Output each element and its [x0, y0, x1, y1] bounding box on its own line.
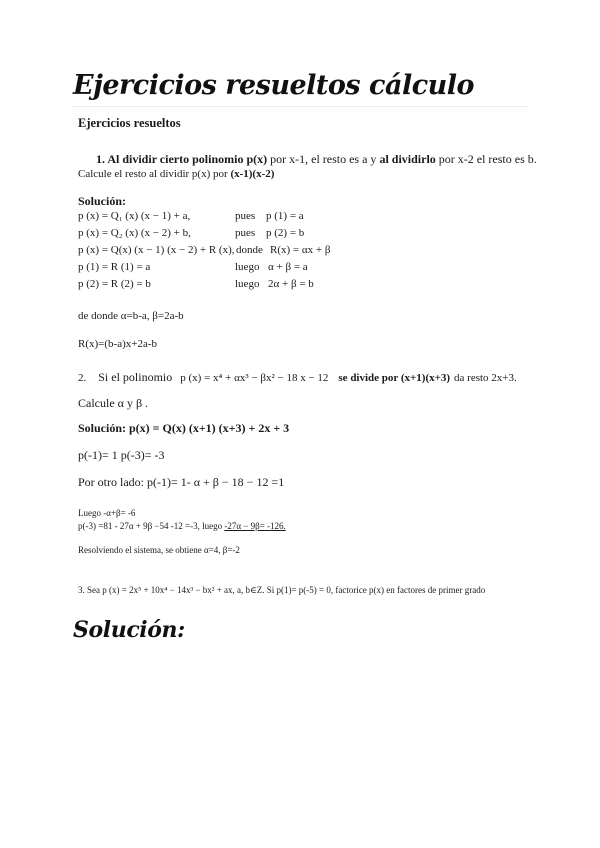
p1-row-4-left: p (2) = R (2) = b: [78, 278, 151, 290]
problem1-bold-c: al dividirlo: [379, 152, 436, 166]
p1-row-4-mid: luego: [235, 278, 260, 290]
solution-heading: Solución:: [73, 617, 185, 643]
problem1-line2-b: (x-1)(x-2): [230, 168, 275, 180]
problem2-resolviendo: Resolviendo el sistema, se obtiene α=4, β=-2: [78, 545, 240, 555]
p1-row-0-mid: pues: [235, 210, 256, 222]
problem2-p3-b: -27α − 9β= -126.: [224, 521, 286, 531]
section-heading: Ejercicios resueltos: [78, 116, 181, 130]
problem2-da-resto: da resto 2x+3.: [454, 372, 517, 384]
problem2-intro: Si el polinomio: [98, 370, 173, 384]
problem1-bold-a: 1. Al dividir cierto polinomio p(x): [96, 152, 268, 166]
p1-row-1-left: p (x) = Q₂ (x) (x − 2) + b,: [78, 227, 191, 239]
p1-row-3-mid: luego: [235, 261, 260, 273]
p1-row-0-right: p (1) = a: [266, 210, 304, 222]
title-divider: [73, 106, 528, 107]
problem1-solution-label: Solución:: [78, 194, 127, 208]
p1-row-3-left: p (1) = R (1) = a: [78, 261, 151, 273]
problem2-calcule: Calcule α y β .: [78, 396, 149, 410]
p1-de-donde: de donde α=b-a, β=2a-b: [78, 310, 184, 322]
p1-row-3-right: α + β = a: [268, 261, 308, 273]
problem2-se-divide: se divide por (x+1)(x+3): [338, 372, 451, 384]
problem1-line2-a: Calcule el resto al dividir p(x) por: [78, 168, 228, 180]
problem1-line2: [78, 168, 274, 180]
p1-row-1-right: p (2) = b: [266, 227, 305, 239]
p1-row-2-left: p (x) = Q(x) (x − 1) (x − 2) + R (x),: [78, 244, 235, 256]
problem2-luego: Luego -α+β= -6: [78, 508, 136, 518]
problem2-line1: [78, 368, 517, 386]
problem3-text: 3. Sea p (x) = 2x⁵ + 10x⁴ − 14x³ − bx² + ax, a, b∈Z. Si p(1)= p(-5) = 0, factorice p(x) en factores de primer grado: [78, 585, 486, 595]
p1-row-0-left: p (x) = Q₁ (x) (x − 1) + a,: [78, 210, 191, 222]
problem2-values: p(-1)= 1 p(-3)= -3: [78, 448, 165, 462]
p1-row-1-mid: pues: [235, 227, 256, 239]
problem2-p3-line: [78, 521, 286, 531]
problem1-line1: [96, 152, 537, 167]
p1-row-2-mid: donde: [236, 244, 263, 256]
p1-result: R(x)=(b-a)x+2a-b: [78, 338, 157, 350]
page-title: Ejercicios resueltos cálculo: [73, 70, 475, 101]
p1-row-4-right: 2α + β = b: [268, 278, 314, 290]
problem2-poly: p (x) = x⁴ + αx³ − βx² − 18 x − 12: [180, 372, 329, 384]
p1-row-2-right: R(x) = αx + β: [270, 244, 331, 256]
problem1-text-d: por x-2 el resto es b.: [438, 152, 537, 166]
problem2-num: 2.: [78, 372, 87, 384]
problem2-otro-lado: Por otro lado: p(-1)= 1- α + β − 18 − 12 =1: [78, 475, 285, 489]
problem2-p3-a: p(-3) =81 - 27α + 9β −54 -12 =-3, luego: [78, 521, 223, 531]
problem1-text-b: por x-1, el resto es a y: [270, 152, 377, 166]
problem2-solution: Solución: p(x) = Q(x) (x+1) (x+3) + 2x + 3: [78, 421, 290, 435]
